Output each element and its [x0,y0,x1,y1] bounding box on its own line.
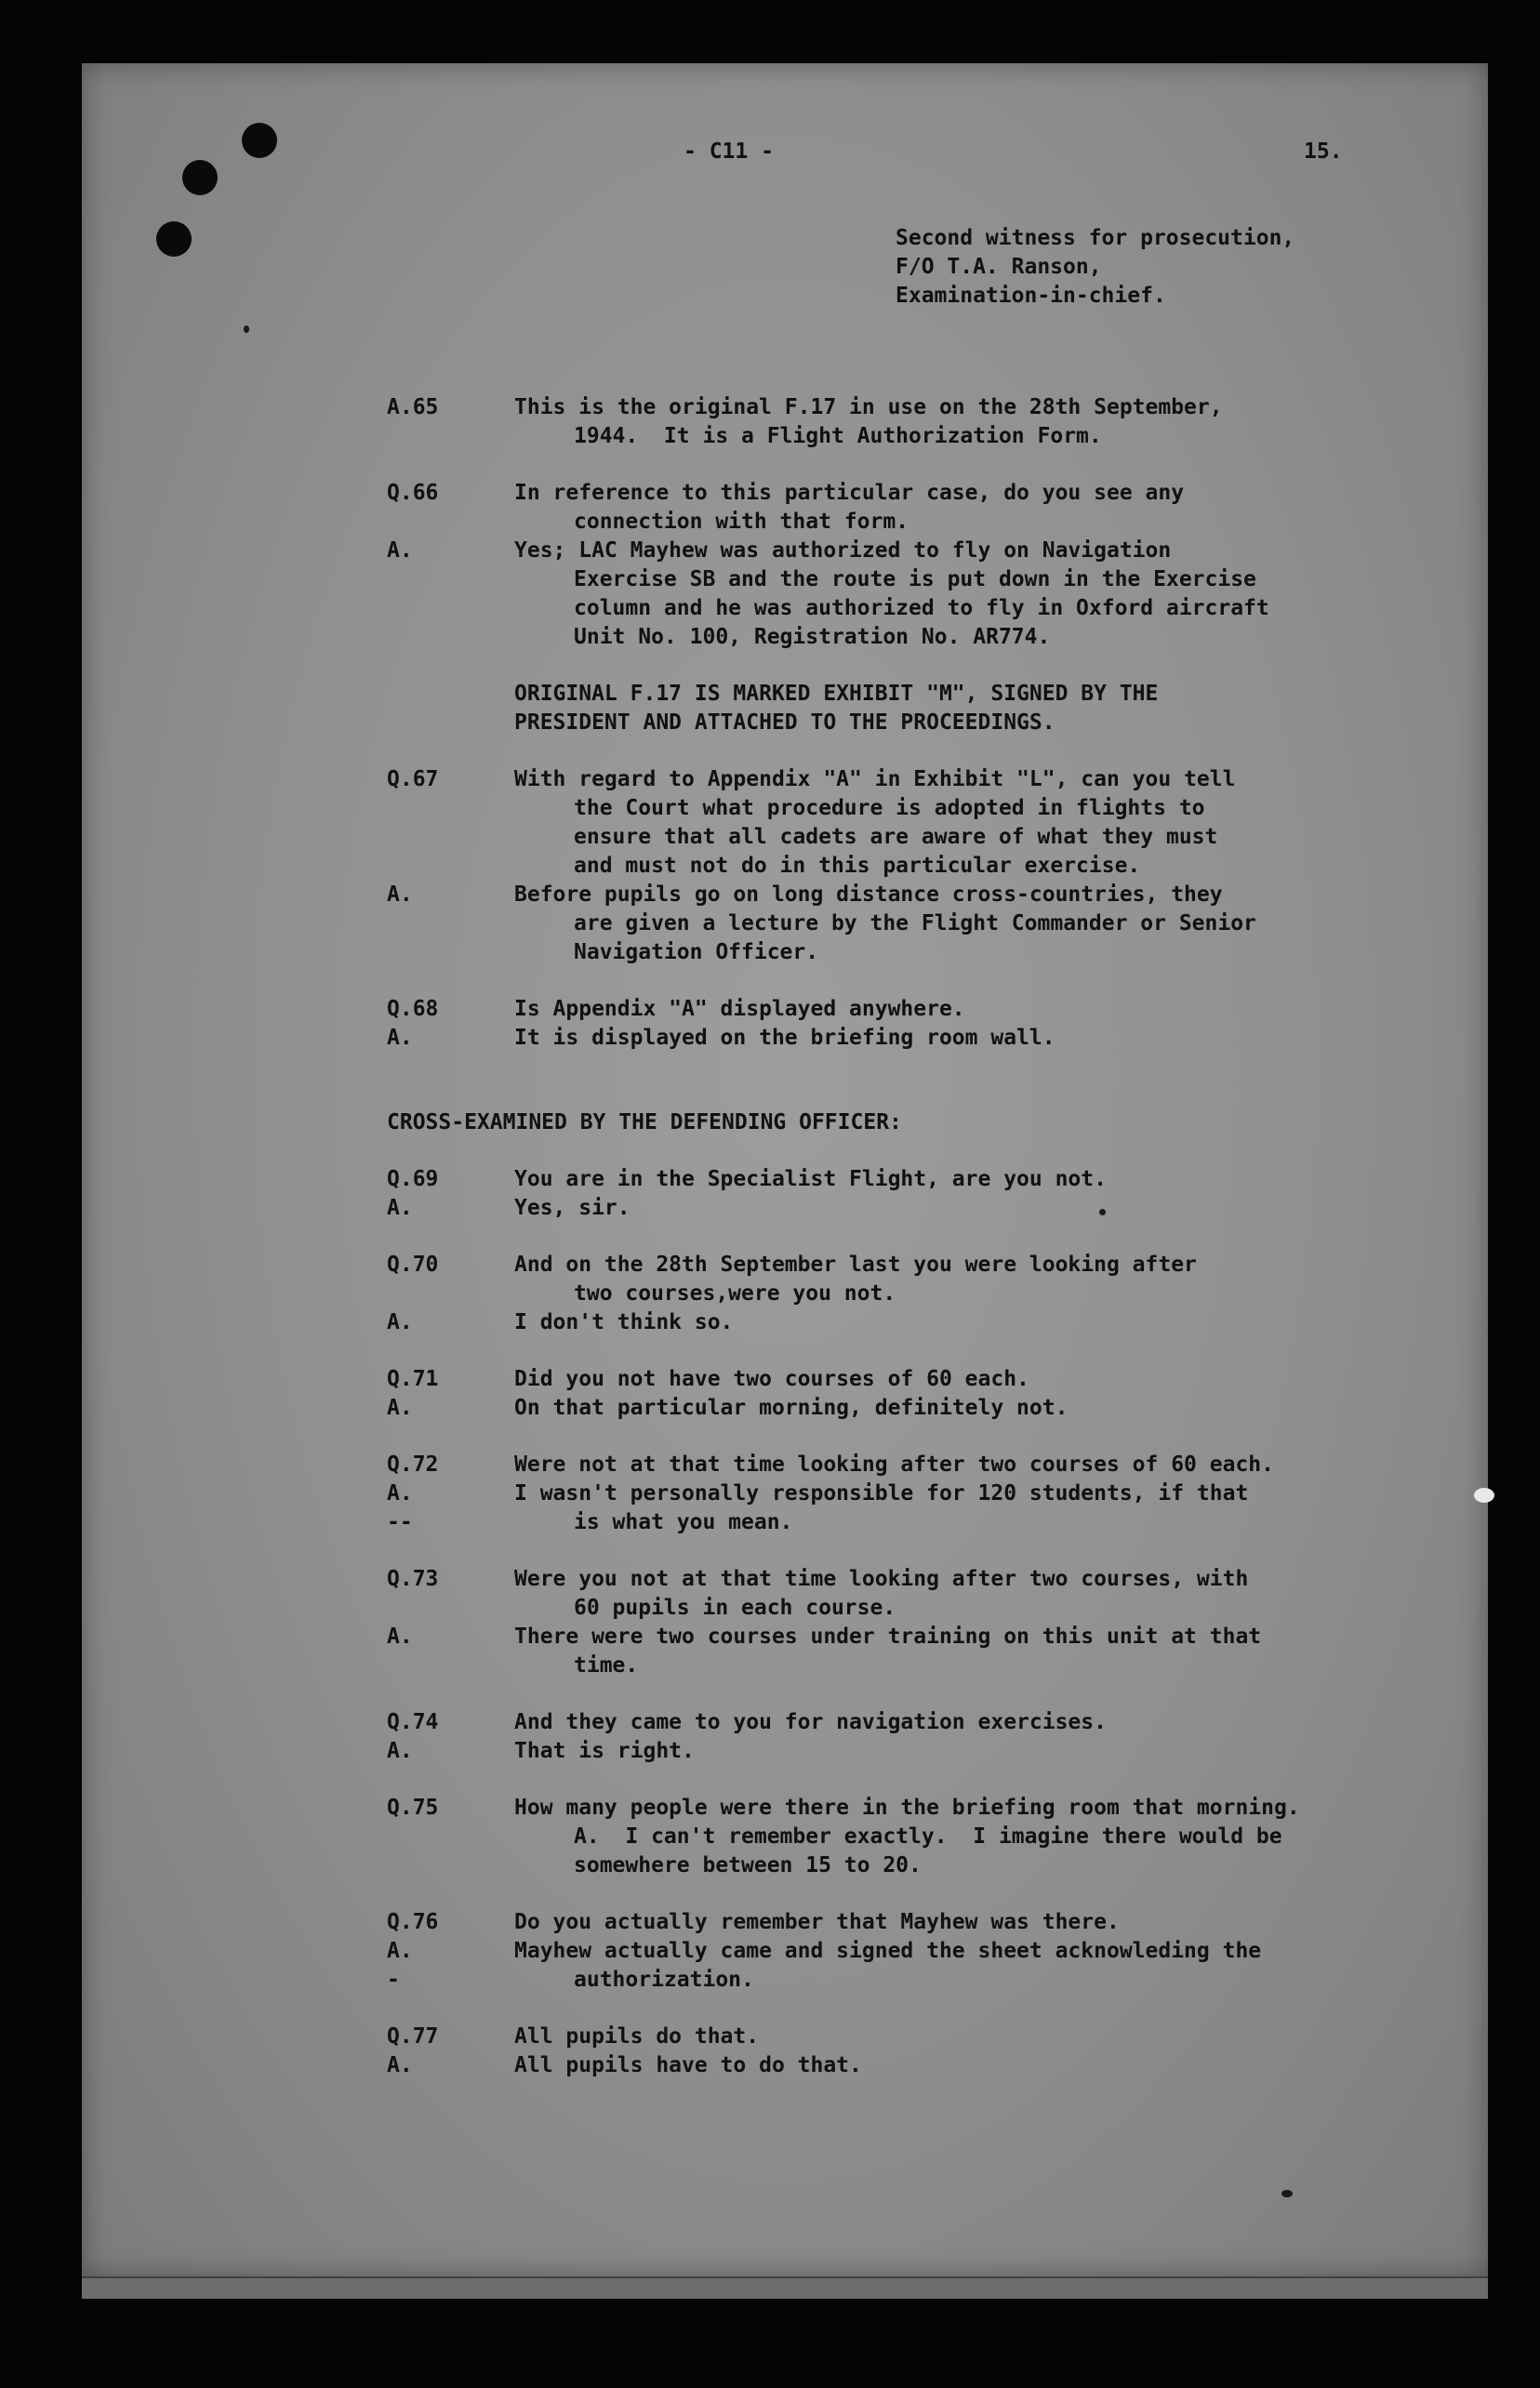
entry-label: -- [387,1510,413,1534]
entry-text: I wasn't personally responsible for 120 students, if that [514,1481,1249,1506]
entry-label: Q.70 [387,1253,439,1277]
entry-label: A.65 [387,395,439,419]
entry-text: time. [574,1653,639,1678]
entry-label: A. [387,1481,413,1506]
entry-text: and must not do in this particular exercise. [574,854,1141,878]
entry-label: A. [387,882,413,907]
entry-label: Q.71 [387,1367,439,1391]
entry-label: - [387,1968,400,1992]
entry-label: A. [387,1625,413,1649]
entry-text: Unit No. 100, Registration No. AR774. [574,625,1051,649]
entry-text: the Court what procedure is adopted in flights to [574,796,1205,820]
entry-text: Were you not at that time looking after two courses, with [514,1567,1249,1591]
entry-text: This is the original F.17 in use on the 28th September, [514,395,1223,419]
witness-line: Examination-in-chief. [896,284,1166,308]
entry-text: How many people were there in the briefing room that morning. [514,1796,1300,1820]
entry-text: Exercise SB and the route is put down in the Exercise [574,567,1256,591]
speck [1474,1488,1494,1503]
witness-line: Second witness for prosecution, [896,226,1295,250]
entry-text: There were two courses under training on this unit at that [514,1625,1262,1649]
entry-label: A. [387,1310,413,1334]
entry-text: authorization. [574,1968,754,1992]
speck [1281,2190,1293,2197]
entry-label: Q.75 [387,1796,439,1820]
entry-text: All pupils have to do that. [514,2053,862,2077]
entry-text: A. I can't remember exactly. I imagine there would be [574,1824,1282,1849]
entry-text: You are in the Specialist Flight, are you not. [514,1167,1107,1191]
entry-label: Q.74 [387,1710,439,1734]
entry-text: Yes; LAC Mayhew was authorized to fly on Navigation [514,538,1172,563]
punch-hole [242,123,277,158]
entry-text: Before pupils go on long distance cross-countries, they [514,882,1223,907]
section-heading: CROSS-EXAMINED BY THE DEFENDING OFFICER: [387,1110,902,1134]
entry-text: With regard to Appendix "A" in Exhibit "L", can you tell [514,767,1236,791]
entry-label: Q.76 [387,1910,439,1934]
page-code: - C11 - [684,139,774,164]
exhibit-note: PRESIDENT AND ATTACHED TO THE PROCEEDINGS. [514,710,1055,735]
entry-text: somewhere between 15 to 20. [574,1853,922,1877]
entry-label: A. [387,1939,413,1963]
entry-text: Yes, sir. [514,1196,631,1220]
entry-label: Q.73 [387,1567,439,1591]
entry-text: is what you mean. [574,1510,793,1534]
entry-text: That is right. [514,1739,695,1763]
entry-label: A. [387,538,413,563]
entry-text: column and he was authorized to fly in Oxford aircraft [574,596,1269,620]
speck [1099,1209,1106,1215]
entry-text: connection with that form. [574,510,909,534]
entry-label: A. [387,1396,413,1420]
entry-text: Navigation Officer. [574,940,819,964]
punch-hole [182,160,218,195]
entry-label: Q.67 [387,767,439,791]
entry-text: On that particular morning, definitely not. [514,1396,1069,1420]
entry-label: Q.69 [387,1167,439,1191]
entry-text: And they came to you for navigation exercises. [514,1710,1107,1734]
punch-hole [156,221,192,257]
entry-label: A. [387,1739,413,1763]
entry-label: Q.77 [387,2024,439,2049]
entry-text: 60 pupils in each course. [574,1596,896,1620]
entry-text: In reference to this particular case, do you see any [514,481,1185,505]
entry-text: are given a lecture by the Flight Commander or Senior [574,911,1256,935]
entry-text: two courses,were you not. [574,1281,896,1306]
entry-label: A. [387,1196,413,1220]
entry-text: All pupils do that. [514,2024,760,2049]
entry-text: 1944. It is a Flight Authorization Form. [574,424,1102,448]
entry-label: Q.72 [387,1453,439,1477]
entry-text: Is Appendix "A" displayed anywhere. [514,997,965,1021]
entry-text: I don't think so. [514,1310,734,1334]
entry-text: Were not at that time looking after two courses of 60 each. [514,1453,1274,1477]
witness-line: F/O T.A. Ranson, [896,255,1102,279]
entry-label: Q.66 [387,481,439,505]
entry-text: ensure that all cadets are aware of what they must [574,825,1218,849]
entry-text: Mayhew actually came and signed the sheet acknowleding the [514,1939,1262,1963]
entry-label: A. [387,1026,413,1050]
page-number: 15. [1304,139,1343,164]
entry-text: It is displayed on the briefing room wall. [514,1026,1055,1050]
entry-text: Did you not have two courses of 60 each. [514,1367,1029,1391]
speck [244,325,249,333]
entry-label: Q.68 [387,997,439,1021]
exhibit-note: ORIGINAL F.17 IS MARKED EXHIBIT "M", SIGNED BY THE [514,682,1159,706]
entry-label: A. [387,2053,413,2077]
page-bottom-edge [82,2276,1488,2299]
entry-text: Do you actually remember that Mayhew was there. [514,1910,1120,1934]
entry-text: And on the 28th September last you were looking after [514,1253,1197,1277]
